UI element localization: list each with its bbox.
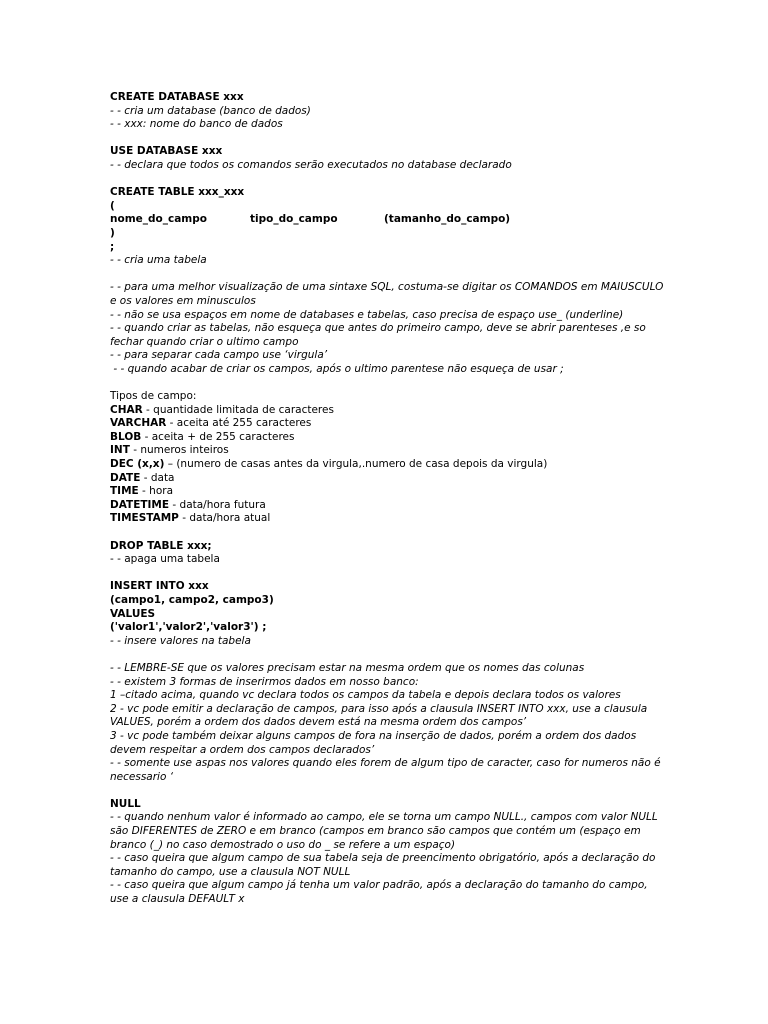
null-note-line: use a clausula DEFAULT x <box>110 893 245 906</box>
field-type-item <box>110 499 665 513</box>
field-type-item <box>110 444 665 458</box>
semicolon: ; <box>110 240 115 253</box>
field-type-item <box>110 431 665 445</box>
section-use-database <box>110 145 665 172</box>
field-type-item <box>110 472 665 486</box>
section-field-types <box>110 390 665 526</box>
tip-line: - - não se usa espaços em nome de databases e tabelas, caso precisa de espaço use_ (underline) <box>110 308 624 321</box>
field-type-desc: - data <box>140 471 175 484</box>
tip-line: - - para separar cada campo use ‘virgula’ <box>110 349 328 362</box>
tip-line: - - quando criar as tabelas, não esqueça que antes do primeiro campo, deve se abrir parenteses ,e so <box>110 322 646 335</box>
column-size-placeholder: (tamanho_do_campo) <box>384 213 511 226</box>
field-type-name: BLOB <box>110 430 142 443</box>
field-type-item <box>110 485 665 499</box>
command-insert-line: ('valor1','valor2','valor3') ; <box>110 621 267 634</box>
insert-note-line: necessario ‘ <box>110 770 174 783</box>
tip-line: fechar quando criar o ultimo campo <box>110 335 299 348</box>
close-paren: ) <box>110 226 115 239</box>
section-insert-notes <box>110 662 665 784</box>
open-paren: ( <box>110 199 115 212</box>
column-definition-row <box>110 213 665 227</box>
insert-note-line: 1 –citado acima, quando vc declara todos os campos da tabela e depois declara todos os valores <box>110 689 621 702</box>
command-insert-line: (campo1, campo2, campo3) <box>110 593 274 606</box>
field-type-desc: - numeros inteiros <box>129 444 229 457</box>
document-content <box>110 91 665 920</box>
field-type-name: INT <box>110 444 130 457</box>
command-insert-line: INSERT INTO xxx <box>110 580 209 593</box>
field-type-desc: - data/hora atual <box>178 512 271 525</box>
field-type-name: TIMESTAMP <box>110 512 179 525</box>
field-type-desc: – (numero de casas antes da virgula,.numero de casa depois da virgula) <box>164 458 548 471</box>
tip-line: - - quando acabar de criar os campos, após o ultimo parentese não esqueça de usar ; <box>110 362 564 375</box>
insert-note-line: 2 - vc pode emitir a declaração de campos, para isso após a clausula INSERT INTO xxx, use a clausula <box>110 702 648 715</box>
command-create-table: CREATE TABLE xxx_xxx <box>110 186 245 199</box>
tip-line: e os valores em minusculos <box>110 294 256 307</box>
null-note-line: - - caso queira que algum campo já tenha um valor padrão, após a declaração do tamanho do campo, <box>110 879 648 892</box>
null-note-line: são DIFERENTES de ZERO e em branco (campos em branco são campos que contém um (espaço em <box>110 825 641 838</box>
null-note-line: branco (_) no caso demostrado o uso do _ se refere a um espaço) <box>110 838 456 851</box>
field-type-desc: - quantidade limitada de caracteres <box>142 403 334 416</box>
column-name-placeholder: nome_do_campo <box>110 213 207 226</box>
null-heading: NULL <box>110 797 141 810</box>
field-type-name: DATETIME <box>110 498 170 511</box>
command-drop-table: DROP TABLE xxx; <box>110 539 212 552</box>
insert-note-line: 3 - vc pode também deixar alguns campos de fora na inserção de dados, porém a ordem dos dados <box>110 729 637 742</box>
note-line: - - apaga uma tabela <box>110 553 220 566</box>
command-use-database: USE DATABASE xxx <box>110 145 223 158</box>
field-type-name: TIME <box>110 485 139 498</box>
field-type-item <box>110 404 665 418</box>
field-type-desc: - aceita até 255 caracteres <box>166 417 312 430</box>
section-insert-into <box>110 580 665 648</box>
field-type-desc: - hora <box>138 485 173 498</box>
section-drop-table <box>110 540 665 567</box>
null-note-line: - - caso queira que algum campo de sua tabela seja de preencimento obrigatório, após a declaração do <box>110 852 656 865</box>
command-create-database: CREATE DATABASE xxx <box>110 91 244 103</box>
column-type-placeholder: tipo_do_campo <box>250 213 338 226</box>
insert-note-line: - - existem 3 formas de inserirmos dados em nosso banco: <box>110 675 419 688</box>
null-note-line: - - quando nenhum valor é informado ao campo, ele se torna um campo NULL., campos com valor NULL <box>110 811 658 824</box>
field-type-desc: - aceita + de 255 caracteres <box>141 430 295 443</box>
null-note-line: tamanho do campo, use a clausula NOT NULL <box>110 865 351 878</box>
insert-note-line: - - somente use aspas nos valores quando eles forem de algum tipo de caracter, caso for numeros não é <box>110 757 661 770</box>
note-line: - - xxx: nome do banco de dados <box>110 118 283 131</box>
tip-line: - - para uma melhor visualização de uma sintaxe SQL, costuma-se digitar os COMANDOS em MAIUSCULO <box>110 281 664 294</box>
section-tips <box>110 281 665 376</box>
command-insert-line: VALUES <box>110 607 156 620</box>
field-type-name: DATE <box>110 471 141 484</box>
field-type-desc: - data/hora futura <box>169 498 266 511</box>
field-type-name: VARCHAR <box>110 417 167 430</box>
note-line: - - insere valores na tabela <box>110 634 251 647</box>
note-line: - - cria uma tabela <box>110 254 207 267</box>
section-create-database <box>110 91 665 132</box>
section-null <box>110 798 665 907</box>
field-type-item <box>110 458 665 472</box>
insert-note-line: - - LEMBRE-SE que os valores precisam estar na mesma ordem que os nomes das colunas <box>110 661 585 674</box>
insert-note-line: VALUES, porém a ordem dos dados devem está na mesma ordem dos campos’ <box>110 716 527 729</box>
insert-note-line: devem respeitar a ordem dos campos declarados’ <box>110 743 375 756</box>
field-type-name: CHAR <box>110 403 143 416</box>
note-line: - - cria um database (banco de dados) <box>110 104 311 117</box>
field-type-item <box>110 512 665 526</box>
section-create-table <box>110 186 665 268</box>
field-type-name: DEC (x,x) <box>110 458 165 471</box>
field-type-item <box>110 417 665 431</box>
note-line: - - declara que todos os comandos serão executados no database declarado <box>110 158 512 171</box>
field-types-heading: Tipos de campo: <box>110 390 197 403</box>
